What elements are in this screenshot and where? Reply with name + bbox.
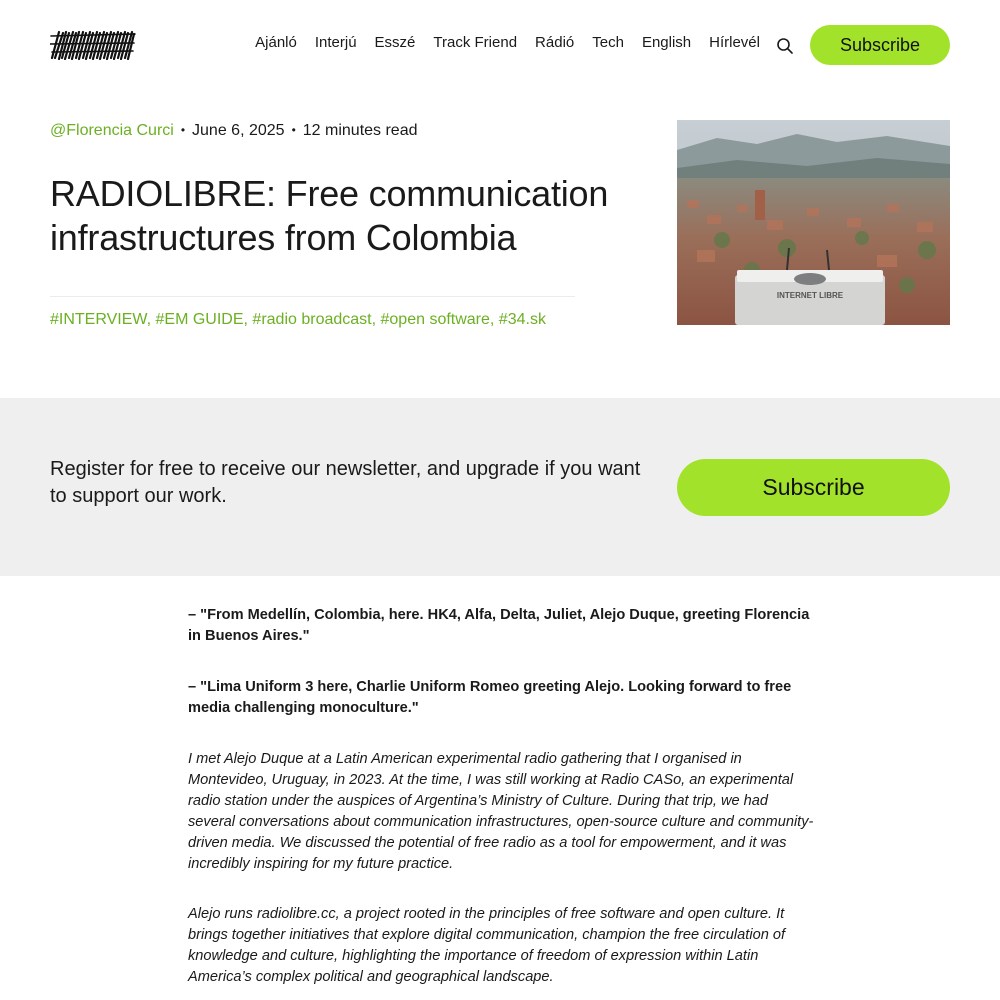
newsletter-banner [0, 398, 1000, 576]
nav-item-track-friend[interactable]: Track Friend [433, 34, 518, 51]
meta-separator: • [180, 123, 186, 137]
nav-item-essze[interactable]: Esszé [374, 34, 416, 51]
tag-link[interactable]: #open software [380, 311, 490, 328]
tag-list: #INTERVIEW, #EM GUIDE, #radio broadcast, #open software, #34.sk [50, 311, 546, 328]
meta-separator: • [291, 123, 296, 137]
tag-link[interactable]: #EM GUIDE [155, 311, 244, 328]
tag-link[interactable]: #34.sk [498, 311, 546, 328]
publish-date: June 6, 2025 [192, 122, 285, 139]
article-quote: – "From Medellín, Colombia, here. HK4, Alfa, Delta, Juliet, Alejo Duque, greeting Florencia in Buenos Aires." [188, 607, 810, 644]
nav-item-english[interactable]: English [641, 34, 692, 51]
newsletter-subscribe-button[interactable]: Subscribe [677, 459, 950, 516]
nav-item-radio[interactable]: Rádió [535, 34, 575, 51]
site-logo[interactable] [50, 30, 136, 60]
site-header [0, 0, 1000, 88]
article-quote: – "Lima Uniform 3 here, Charlie Uniform Romeo greeting Alejo. Looking forward to free media challenging monoculture." [188, 679, 792, 716]
nav-item-ajanlo[interactable]: Ajánló [255, 34, 297, 51]
newsletter-text: Register for free to receive our newsletter, and upgrade if you want to support our work. [50, 458, 641, 507]
tag-link[interactable]: #radio broadcast [252, 311, 372, 328]
article-body [188, 605, 818, 988]
nav-item-interju[interactable]: Interjú [314, 34, 357, 51]
read-time: 12 minutes read [302, 122, 418, 139]
header-subscribe-button[interactable]: Subscribe [810, 25, 950, 65]
article-paragraph: Alejo runs radiolibre.cc, a project rooted in the principles of free software and open culture. It brings together initiatives that explore digital communication, champion the free circulation of knowledge and culture, highlighting the importance of freedom of expression within Latin America’s complex political and geographical landscape. [188, 906, 786, 985]
article-paragraph: I met Alejo Duque at a Latin American experimental radio gathering that I organised in Montevideo, Uruguay, in 2023. At the time, I was still working at Radio CASo, an experimental radio station under the auspices of Argentina’s Ministry of Culture. During that trip, we had several conversations about communication infrastructures, open-source culture and community-driven media. We discussed the potential of free radio as a tool for empowerment, and it was incredibly inspiring for my future practice. [188, 751, 814, 872]
divider [50, 296, 575, 297]
article-meta [50, 122, 418, 140]
main-nav [237, 34, 760, 51]
nav-item-hirlevel[interactable]: Hírlevél [709, 34, 760, 51]
author-link[interactable]: @Florencia Curci [50, 122, 174, 139]
hero-image-sign: INTERNET LIBRE [776, 291, 844, 300]
hero-image [677, 120, 950, 325]
nav-item-tech[interactable]: Tech [592, 34, 624, 51]
article-title: RADIOLIBRE: Free communication infrastructures from Colombia [50, 173, 609, 258]
search-icon[interactable] [775, 36, 795, 56]
tag-link[interactable]: #INTERVIEW [50, 311, 147, 328]
